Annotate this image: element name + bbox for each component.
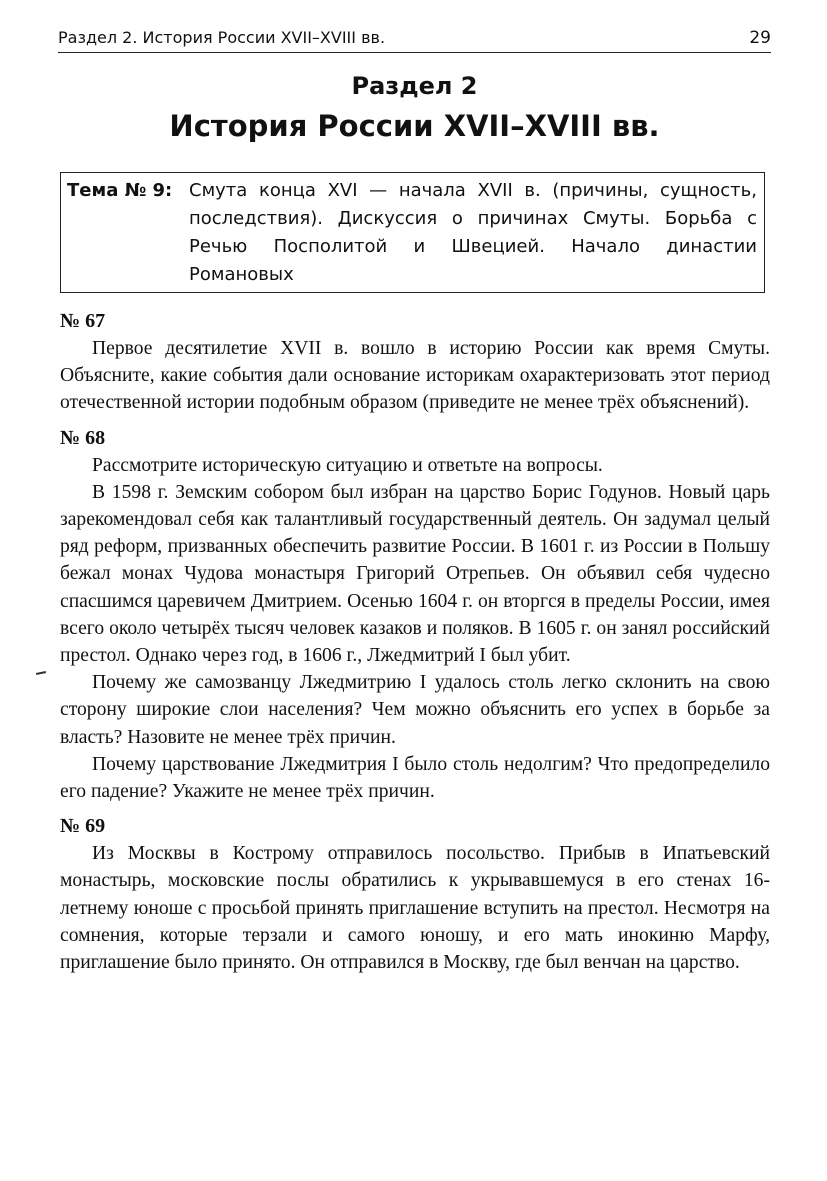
section-label: Раздел 2: [351, 72, 478, 100]
section-title: История России XVII–XVIII вв.: [169, 109, 660, 143]
task-67: [60, 308, 770, 417]
task-paragraph: Рассмотрите историческую ситуацию и ответьте на вопросы.: [92, 454, 603, 476]
topic-label: Тема № 9:: [67, 180, 173, 201]
task-68: [60, 425, 770, 806]
page-number: 29: [749, 28, 771, 48]
task-paragraph: Почему царствование Лжедмитрия I было столь недолгим? Что предопределило его падение? Укажите не менее трёх причин.: [60, 753, 770, 803]
task-paragraph: Из Москвы в Кострому отправилось посольство. Прибыв в Ипатьевский монастырь, московские послы обратились к укрывавшемуся в его стенах 16-летнему юноше с просьбой принять приглашение вступить на престол. Несмотря на сомнения, которые терзали и самого юношу, и его мать инокиню Марфу, приглашение было принято. Он отправился в Москву, где был венчан на царство.: [60, 843, 770, 974]
task-paragraph: Первое десятилетие XVII в. вошло в историю России как время Смуты. Объясните, какие события дали основание историкам охарактеризовать этот период отечественной истории подобным образом (приведите не менее трёх объяснений).: [60, 338, 770, 414]
topic-text: Смута конца XVI — начала XVII в. (причины, сущность, последствия). Дискуссия о причинах Смуты. Борьба с Речью Посполитой и Швецией. Начало династии Романовых: [189, 180, 757, 285]
task-69: [60, 813, 770, 976]
topic-box: [60, 172, 765, 293]
task-number: № 67: [60, 310, 106, 332]
running-header-title: Раздел 2. История России XVII–XVIII вв.: [58, 28, 386, 47]
section-heading: [58, 70, 771, 146]
running-header: [58, 28, 771, 53]
task-number: № 68: [60, 426, 106, 449]
page-body: [60, 308, 770, 976]
margin-pencil-mark: [36, 671, 46, 675]
task-paragraph: В 1598 г. Земским собором был избран на царство Борис Годунов. Новый царь зарекомендовал себя как талантливый государственный деятель. Он задумал целый ряд реформ, призванных обеспечить развитие России. В 1601 г. из России в Польшу бежал монах Чудова монастыря Григорий Отрепьев. Он объявил себя чудесно спасшимся царевичем Дмитрием. Осенью 1604 г. он вторгся в пределы России, имея всего около четырёх тысяч человек казаков и поляков. В 1605 г. он занял российский престол. Однако через год, в 1606 г., Лжедмитрий I был убит.: [60, 481, 770, 667]
task-paragraph: Почему же самозванцу Лжедмитрию I удалось столь легко склонить на свою сторону широкие слои населения? Чем можно объяснить его успех в борьбе за власть? Назовите не менее трёх причин.: [60, 672, 770, 748]
task-number: № 69: [60, 815, 106, 838]
